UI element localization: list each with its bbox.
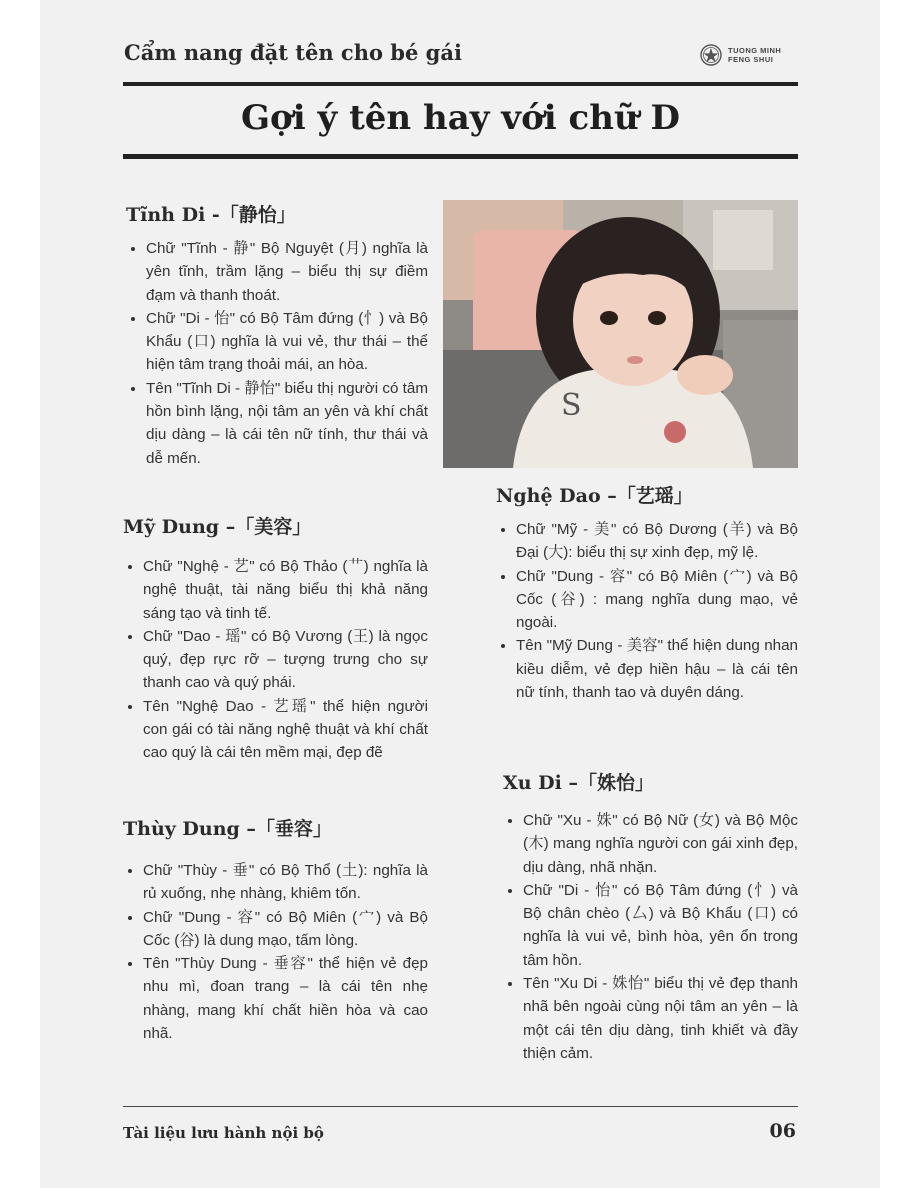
section-title: Nghệ Dao –「艺瑶」	[496, 485, 693, 507]
title-rule	[123, 154, 798, 159]
list-item: • Tên "Xu Di - 姝怡" biểu thị vẻ đẹp thanh nhã bên ngoài cùng nội tâm an yên – là một cái tên dịu dàng, tinh khiết và đầy thiện cảm.	[523, 972, 798, 1065]
logo-line-1: TUONG MINH	[728, 46, 782, 55]
list-item: • Chữ "Dung - 容" có Bộ Miên (宀) và Bộ Cốc (谷) : mang nghĩa dung mạo, vẻ ngoài.	[516, 565, 798, 635]
section-title: Mỹ Dung –「美容」	[123, 516, 312, 538]
list-item: • Chữ "Dao - 瑶" có Bộ Vương (王) là ngọc quý, đẹp rực rỡ – tượng trưng cho sự thanh cao và quý phái.	[143, 625, 428, 695]
list-item: • Chữ "Di - 怡" có Bộ Tâm đứng (忄) và Bộ chân chèo (厶) và Bộ Khẩu (口) có nghĩa là vui vẻ, bình hòa, yên ổn trong tâm hồn.	[523, 879, 798, 972]
footer-rule	[123, 1106, 798, 1107]
header-rule	[123, 82, 798, 86]
svg-text:S: S	[561, 388, 582, 423]
list-item: • Tên "Mỹ Dung - 美容" thể hiện dung nhan kiều diễm, vẻ đẹp hiền hậu – là cái tên nữ tính, thanh tao và duyên dáng.	[516, 634, 798, 704]
list-item: • Tên "Nghệ Dao - 艺瑶" thể hiện người con gái có tài năng nghệ thuật và khí chất cao quý là cái tên mềm mại, đẹp đẽ	[143, 695, 428, 765]
footer-note: Tài liệu lưu hành nội bộ	[123, 1124, 324, 1142]
section-title: Xu Di –「姝怡」	[503, 772, 654, 794]
list-item: • Chữ "Di - 怡" có Bộ Tâm đứng (忄) và Bộ Khẩu (口) nghĩa là vui vẻ, thư thái – thể hiện tâm trạng thoải mái, an hòa.	[146, 307, 428, 377]
list-item: • Chữ "Tĩnh - 静" Bộ Nguyệt (月) nghĩa là yên tĩnh, trầm lặng – biểu thị sự điềm đạm và thanh thoát.	[146, 237, 428, 307]
list-item: • Tên "Tĩnh Di - 静怡" biểu thị người có tâm hồn bình lặng, nội tâm an yên và khí chất dịu dàng – là cái tên nữ tính, thư thái và dễ mến.	[146, 377, 428, 470]
list-item: • Chữ "Mỹ - 美" có Bộ Dương (羊) và Bộ Đại (大): biểu thị sự xinh đẹp, mỹ lệ.	[516, 518, 798, 565]
bullet-list	[126, 237, 428, 470]
section-xu-di	[503, 768, 798, 1065]
brand-logo	[700, 44, 781, 66]
section-my-dung	[123, 512, 428, 765]
section-tinh-di	[126, 200, 428, 470]
list-item: • Chữ "Thùy - 垂" có Bộ Thổ (土): nghĩa là rủ xuống, nhẹ nhàng, khiêm tốn.	[143, 859, 428, 906]
section-nghe-dao	[496, 481, 798, 704]
bullet-list	[123, 555, 428, 765]
list-item: • Tên "Thùy Dung - 垂容" thể hiện vẻ đẹp nhu mì, đoan trang – là cái tên nhẹ nhàng, mang khí chất hiền hòa và cao nhã.	[143, 952, 428, 1045]
girl-photo	[443, 200, 798, 468]
section-title: Tĩnh Di -「静怡」	[126, 204, 296, 226]
header-title: Cẩm nang đặt tên cho bé gái	[124, 40, 462, 65]
bullet-list	[503, 809, 798, 1065]
page-number: 06	[769, 1120, 796, 1142]
section-thuy-dung	[123, 814, 428, 1045]
list-item: • Chữ "Dung - 容" có Bộ Miên (宀) và Bộ Cốc (谷) là dung mạo, tấm lòng.	[143, 906, 428, 953]
section-title: Thùy Dung –「垂容」	[123, 818, 332, 840]
list-item: • Chữ "Nghệ - 艺" có Bộ Thảo (艹) nghĩa là nghệ thuật, tài năng biểu thị khả năng sáng tạo và tinh tế.	[143, 555, 428, 625]
page-title: Gợi ý tên hay với chữ D	[241, 98, 680, 138]
compass-star-icon	[700, 44, 722, 66]
bullet-list	[123, 859, 428, 1045]
bullet-list	[496, 518, 798, 704]
logo-line-2: FENG SHUI	[728, 55, 774, 64]
list-item: • Chữ "Xu - 姝" có Bộ Nữ (女) và Bộ Mộc (木) mang nghĩa người con gái xinh đẹp, dịu dàng, nhã nhặn.	[523, 809, 798, 879]
